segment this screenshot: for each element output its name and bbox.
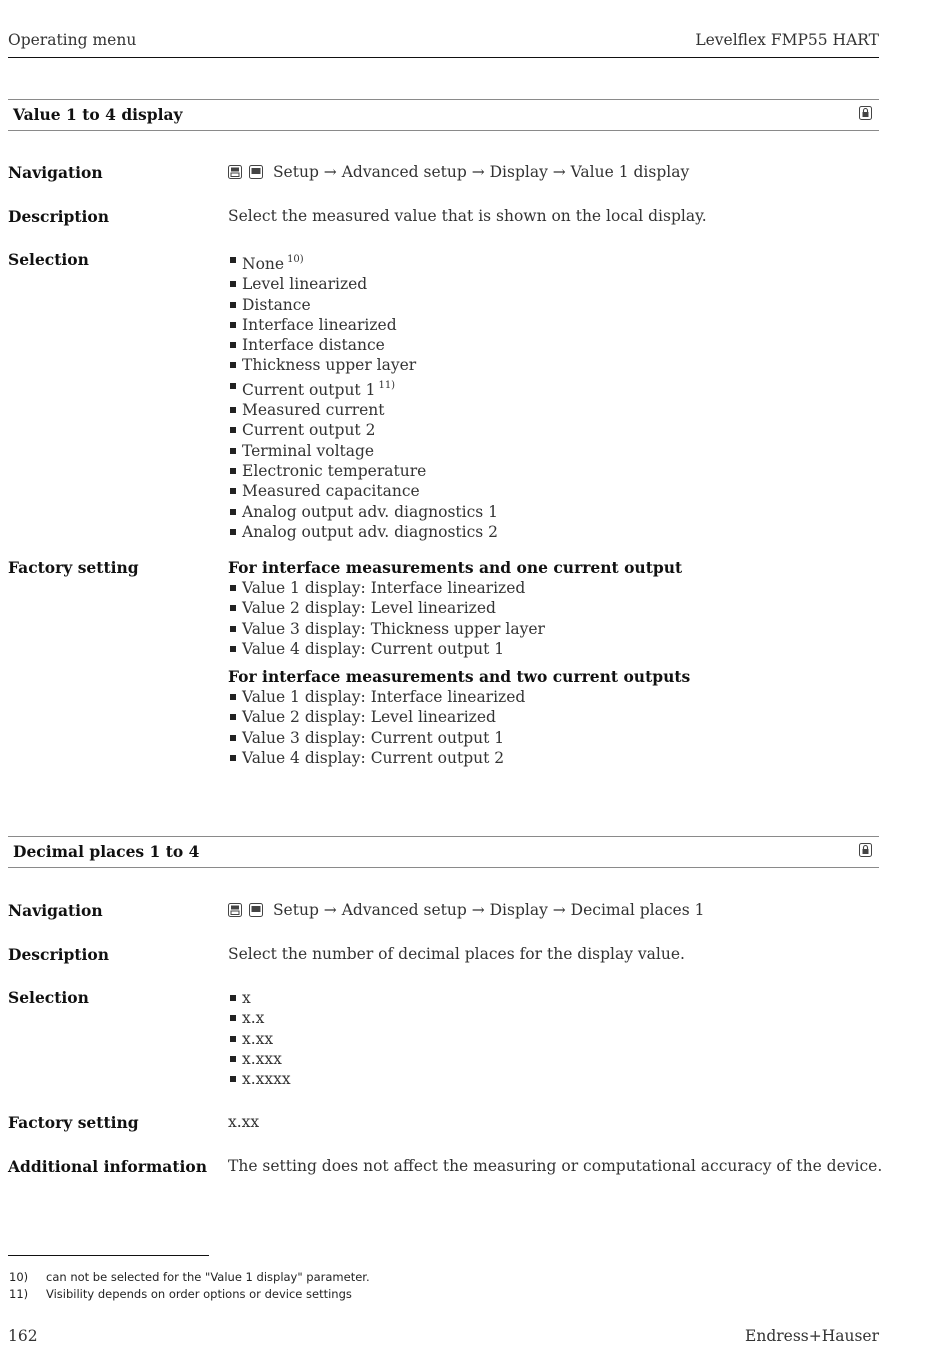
- list-item: Measured current: [228, 400, 498, 420]
- list-item: Interface linearized: [228, 315, 498, 335]
- local-display-icon: [249, 903, 263, 917]
- factory-setting-value: x.xx: [228, 1113, 260, 1131]
- list-item: Measured capacitance: [228, 481, 498, 501]
- list-item: Terminal voltage: [228, 441, 498, 461]
- section-title: Value 1 to 4 display: [13, 105, 183, 124]
- list-item: Value 4 display: Current output 1: [228, 639, 682, 659]
- section-header-value-display: [8, 99, 879, 131]
- footnote: 11) Visibility depends on order options or device settings: [9, 1287, 352, 1301]
- list-item: Value 1 display: Interface linearized: [228, 578, 682, 598]
- description-text: Select the number of decimal places for the display value.: [228, 945, 685, 963]
- list-item: Value 4 display: Current output 2: [228, 748, 690, 768]
- navigation-path: [228, 163, 689, 183]
- operating-tool-icon: [228, 903, 242, 917]
- list-item: Value 3 display: Thickness upper layer: [228, 619, 682, 639]
- factory-setting-group-1: [228, 558, 682, 659]
- factory-setting-label: Factory setting: [8, 1113, 139, 1132]
- list-item: Thickness upper layer: [228, 355, 498, 375]
- description-label: Description: [8, 945, 110, 964]
- brand-name: Endress+Hauser: [745, 1327, 879, 1345]
- navigation-path-text: Setup → Advanced setup → Display → Value 1 display: [272, 163, 690, 181]
- lock-icon: [859, 106, 872, 120]
- list-item: Analog output adv. diagnostics 2: [228, 522, 498, 542]
- list-item: x: [228, 988, 291, 1008]
- list-item: Value 3 display: Current output 1: [228, 728, 690, 748]
- list-item: Value 1 display: Interface linearized: [228, 687, 690, 707]
- list-item: Analog output adv. diagnostics 1: [228, 502, 498, 522]
- lock-icon: [859, 843, 872, 857]
- navigation-path-text: Setup → Advanced setup → Display → Decimal places 1: [272, 901, 705, 919]
- additional-information-text: The setting does not affect the measuring or computational accuracy of the device.: [228, 1157, 883, 1175]
- selection-label: Selection: [8, 250, 89, 269]
- list-item: Value 2 display: Level linearized: [228, 598, 682, 618]
- navigation-icons: [228, 903, 265, 921]
- list-item: x.xxxx: [228, 1069, 291, 1089]
- selection-list: [228, 988, 291, 1089]
- description-label: Description: [8, 207, 110, 226]
- factory-setting-subheading: For interface measurements and one current output: [228, 558, 683, 577]
- operating-tool-icon: [228, 165, 242, 179]
- description-text: Select the measured value that is shown on the local display.: [228, 207, 707, 225]
- header-chapter: Operating menu: [8, 31, 137, 49]
- section-header-decimal-places: [8, 836, 879, 868]
- page-number: 162: [8, 1327, 38, 1345]
- list-item: Current output 1 $^{11)}$: [228, 376, 498, 400]
- list-item: Current output 2: [228, 420, 498, 440]
- list-item: x.xxx: [228, 1049, 291, 1069]
- selection-label: Selection: [8, 988, 89, 1007]
- running-header: [8, 31, 879, 58]
- footnote: 10) can not be selected for the "Value 1 display" parameter.: [9, 1270, 370, 1284]
- factory-setting-label: Factory setting: [8, 558, 139, 577]
- navigation-label: Navigation: [8, 901, 103, 920]
- local-display-icon: [249, 165, 263, 179]
- factory-setting-group-2: [228, 667, 690, 768]
- footnote-divider: [8, 1255, 209, 1256]
- list-item: Electronic temperature: [228, 461, 498, 481]
- factory-setting-subheading: For interface measurements and two current outputs: [228, 667, 691, 686]
- footnote-ref: 10): [287, 254, 304, 265]
- header-product: Levelflex FMP55 HART: [695, 31, 879, 49]
- navigation-path: [228, 901, 704, 921]
- list-item: x.xx: [228, 1029, 291, 1049]
- navigation-label: Navigation: [8, 163, 103, 182]
- additional-information-label: Additional information: [8, 1157, 208, 1176]
- selection-list: [228, 250, 498, 542]
- section-title: Decimal places 1 to 4: [13, 842, 200, 861]
- list-item: Interface distance: [228, 335, 498, 355]
- footnote-ref: 11): [378, 379, 396, 391]
- list-item: None $^{10)}$: [228, 250, 498, 274]
- list-item: Value 2 display: Level linearized: [228, 707, 690, 727]
- navigation-icons: [228, 165, 265, 183]
- list-item: x.x: [228, 1008, 291, 1028]
- list-item: Distance: [228, 295, 498, 315]
- list-item: Level linearized: [228, 274, 498, 294]
